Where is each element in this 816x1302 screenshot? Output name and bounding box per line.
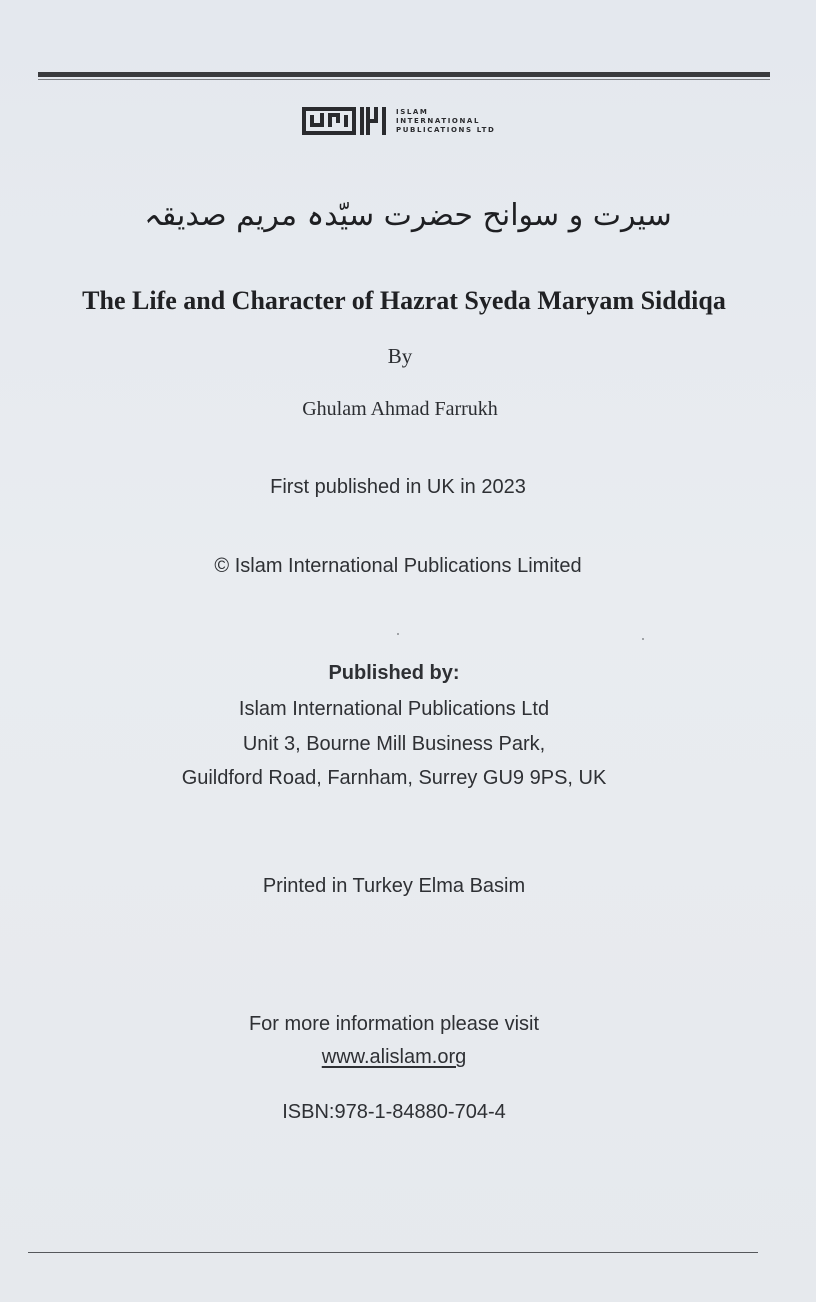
logo-line-2: INTERNATIONAL (396, 116, 481, 125)
paper-speck (397, 633, 399, 635)
logo-line-3: PUBLICATIONS LTD (396, 125, 496, 134)
logo-wordmark (396, 108, 495, 135)
logo-line-1: ISLAM (396, 107, 429, 116)
book-title: The Life and Character of Hazrat Syeda Maryam Siddiqa (82, 286, 726, 315)
publisher-address-line-1: Unit 3, Bourne Mill Business Park, (242, 733, 546, 755)
website-link-row (0, 1046, 802, 1069)
publisher-name: Islam International Publications Ltd (238, 698, 550, 720)
copyright-notice: © Islam International Publications Limited (214, 555, 582, 577)
published-by-heading: Published by: (328, 662, 460, 684)
first-published: First published in UK in 2023 (270, 476, 526, 498)
isbn: ISBN:978-1-84880-704-4 (282, 1101, 506, 1123)
urdu-title: سیرت و سوانح حضرت سیّدہ مریم صدیقہ (144, 198, 672, 233)
author-name: Ghulam Ahmad Farrukh (302, 398, 498, 420)
publisher-logo (302, 104, 495, 138)
top-rule (38, 72, 770, 77)
printer-info: Printed in Turkey Elma Basim (262, 875, 526, 897)
website-link[interactable]: www.alislam.org (321, 1046, 467, 1068)
bottom-rule (28, 1252, 758, 1253)
publisher-address-line-2: Guildford Road, Farnham, Surrey GU9 9PS, UK (181, 767, 607, 789)
by-label: By (387, 344, 413, 368)
paper-speck (642, 638, 644, 640)
kufic-logo-icon (302, 105, 390, 137)
more-info-text: For more information please visit (248, 1013, 540, 1035)
